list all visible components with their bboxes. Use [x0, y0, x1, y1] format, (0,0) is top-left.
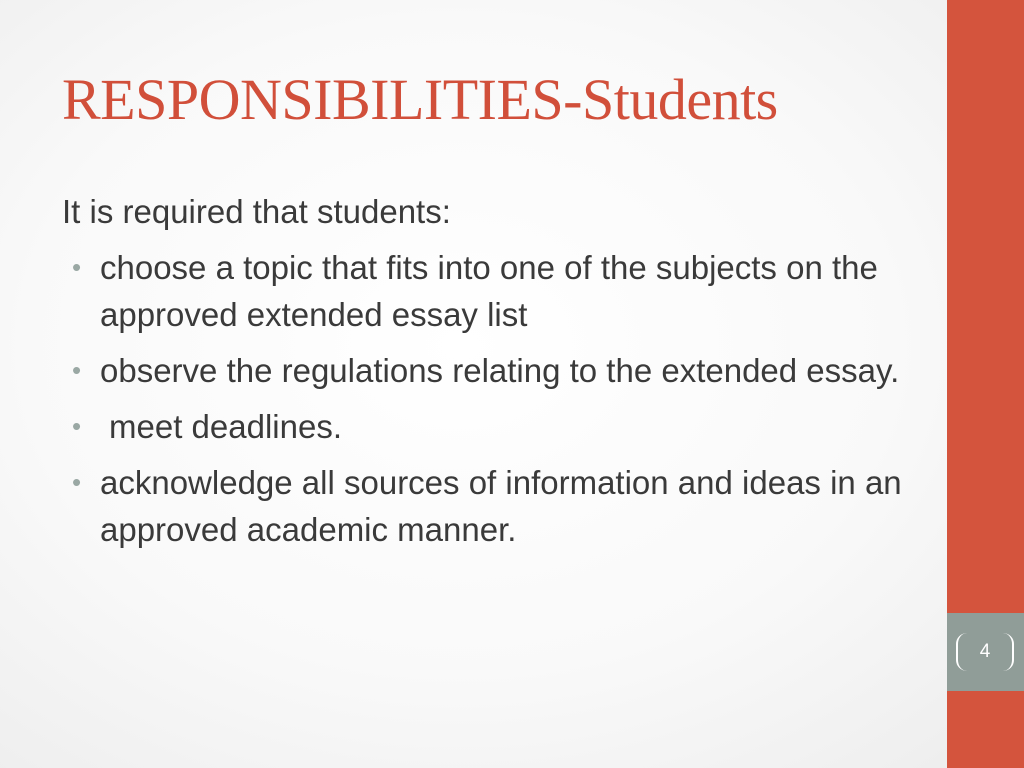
bullet-text: choose a topic that fits into one of the subjects on the approved extended essay list	[100, 249, 878, 333]
bullet-text: observe the regulations relating to the extended essay.	[100, 352, 900, 389]
bullet-dot-icon: •	[72, 252, 82, 282]
bullet-text: acknowledge all sources of information and ideas in an approved academic manner.	[100, 464, 902, 548]
bullet-item	[62, 244, 922, 338]
bullet-item	[62, 459, 922, 553]
bullet-item	[62, 347, 922, 394]
bullet-dot-icon: •	[72, 467, 82, 497]
bullet-list	[62, 244, 922, 553]
page-number-frame	[956, 633, 1014, 671]
intro-text: It is required that students:	[62, 193, 451, 230]
slide-body	[62, 188, 922, 562]
bullet-text: meet deadlines.	[109, 408, 342, 445]
page-number: 4	[979, 641, 991, 662]
bullet-dot-icon: •	[72, 411, 82, 441]
bullet-dot-icon: •	[72, 355, 82, 385]
slide-title: RESPONSIBILITIES-Students	[62, 67, 778, 132]
page-number-box	[947, 613, 1024, 691]
bullet-item	[62, 403, 922, 450]
